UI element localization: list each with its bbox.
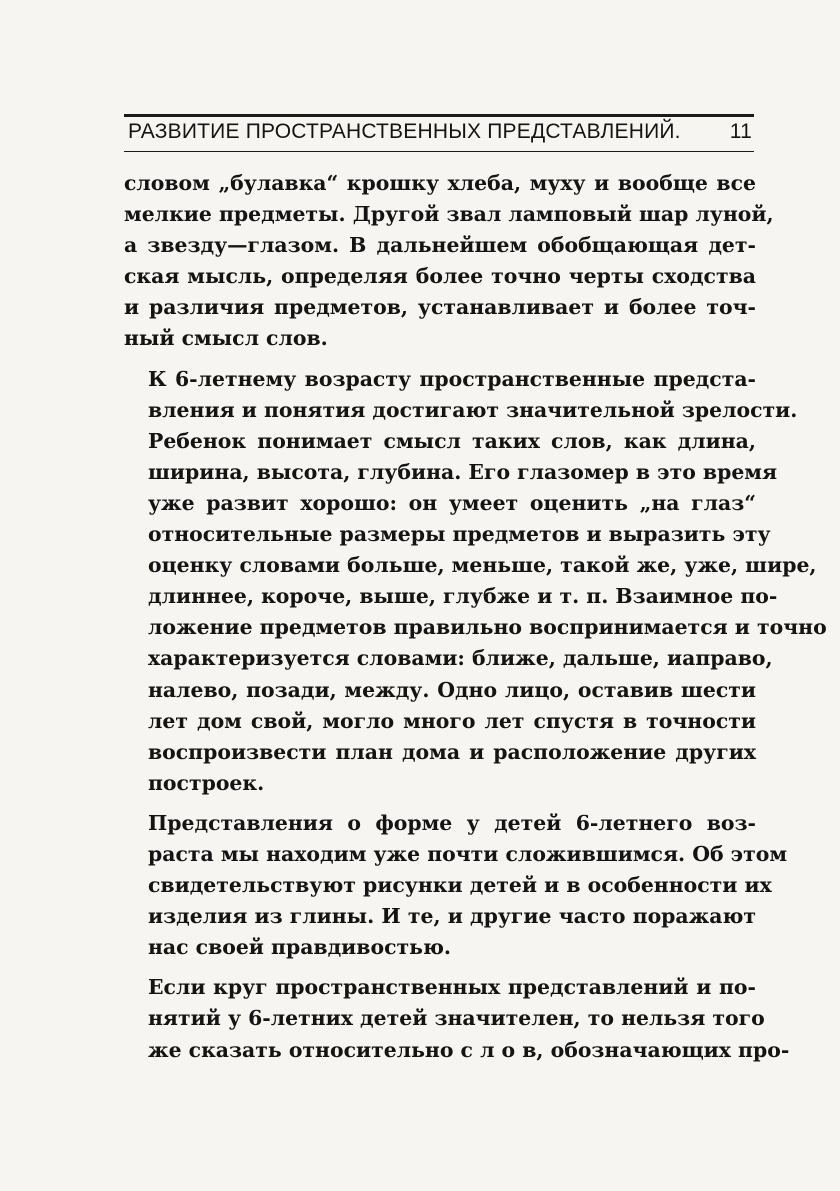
text-line: Если круг пространственных представлений и по-	[148, 975, 756, 1000]
text-line: а звезду—глазом. В дальнейшем обобщающая дет-	[124, 233, 756, 258]
body-text	[124, 168, 827, 1066]
paragraph	[124, 972, 790, 1065]
text-line: К 6-летнему возрасту пространственные предста-	[148, 366, 756, 391]
text-line: оценку словами больше, меньше, такой же, уже, шире,	[148, 553, 817, 578]
paragraph	[124, 808, 788, 963]
text-line: раста мы находим уже почти сложившимся. Об этом	[148, 841, 788, 866]
text-line: изделия из глины. И те, и другие часто поражают	[148, 904, 756, 929]
page-number: 11	[729, 120, 752, 143]
text-line: характеризуется словами: ближе, дальше, иаправо,	[148, 646, 773, 671]
text-line: воспроизвести план дома и расположение других	[148, 739, 756, 764]
text-line: Представления о форме у детей 6-летнего воз-	[148, 810, 756, 835]
header-title: РАЗВИТИЕ ПРОСТРАНСТВЕННЫХ ПРЕДСТАВЛЕНИЙ.	[128, 120, 681, 143]
text-line: нятий у 6-летних детей значителен, то нельзя того	[148, 1006, 765, 1031]
text-line: же сказать относительно с л о в, обозначающих про-	[148, 1037, 790, 1062]
text-line: относительные размеры предметов и выразить эту	[148, 522, 771, 547]
text-line: ская мысль, определяя более точно черты сходства	[124, 264, 756, 289]
text-line: лет дом свой, могло много лет спустя в точности	[148, 708, 756, 733]
text-line: вления и понятия достигают значительной зрелости.	[148, 397, 798, 422]
text-line: мелкие предметы. Другой звал ламповый шар луной,	[124, 202, 774, 227]
text-line: длиннее, короче, выше, глубже и т. п. Взаимное по-	[148, 584, 778, 609]
text-line: построек.	[148, 770, 265, 795]
text-line: словом „булавка“ крошку хлеба, муху и вообще все	[124, 171, 756, 195]
header-bottom-rule	[124, 151, 754, 152]
text-line: и различия предметов, устанавливает и более точ-	[124, 295, 756, 320]
paragraph	[124, 364, 827, 799]
text-line: ложение предметов правильно воспринимается и точно	[148, 615, 827, 640]
text-line: ширина, высота, глубина. Его глазомер в это время	[148, 459, 778, 484]
paragraph	[124, 168, 774, 355]
running-header	[128, 117, 752, 147]
text-line: нас своей правдивостью.	[148, 935, 451, 960]
text-line: ный смысл слов.	[124, 326, 328, 351]
text-line: налево, позади, между. Одно лицо, оставив шести	[148, 677, 756, 702]
text-line: свидетельствуют рисунки детей и в особенности их	[148, 873, 772, 898]
text-line: уже развит хорошо: он умеет оценить „на глаз“	[148, 490, 756, 515]
text-line: Ребенок понимает смысл таких слов, как длина,	[148, 428, 756, 453]
